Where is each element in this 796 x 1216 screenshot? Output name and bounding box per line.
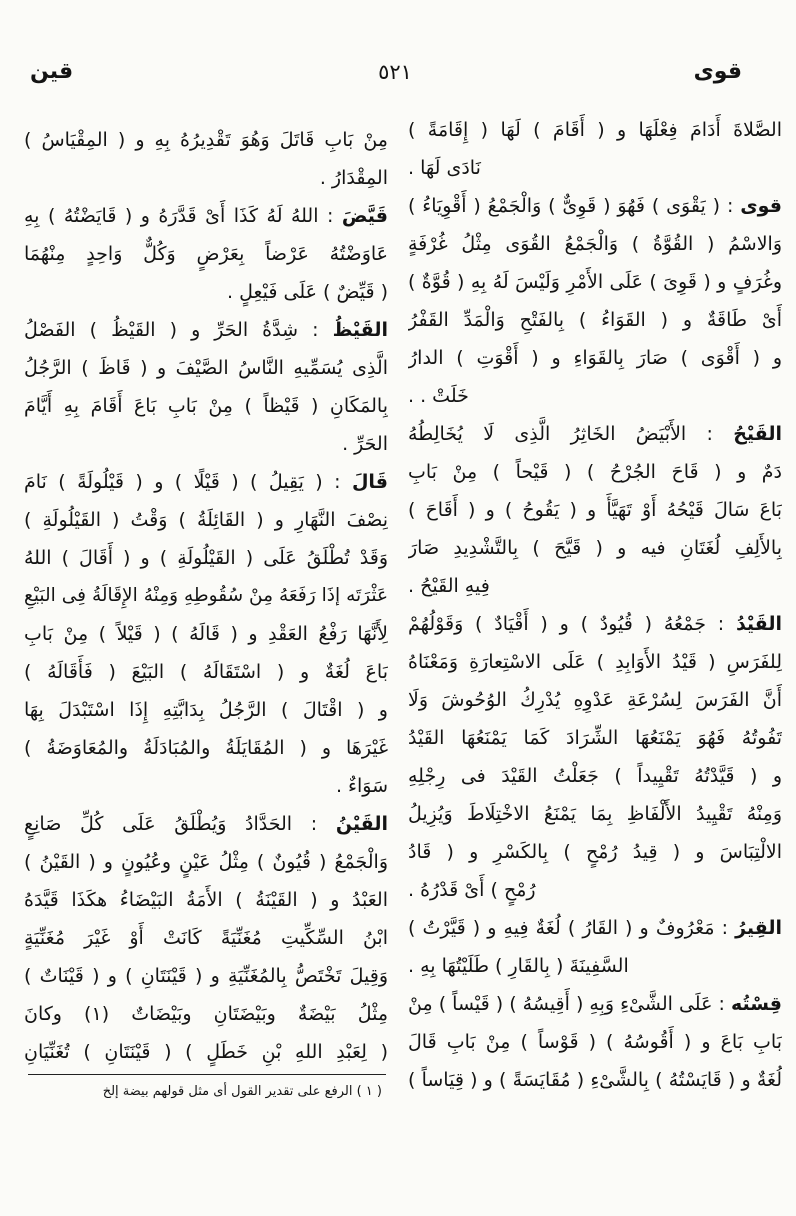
line-text: و ( أَقْوَى ) صَارَ بِالقَوَاءِ و ( أَقْوَتِ ) الدارُ <box>408 347 782 369</box>
line-text: الَّذِى يُسَمِّيهِ النَّاسُ الصَّيْفَ و ( قَاظَ ) الرَّجُلُ <box>24 357 388 379</box>
headword: القَيْظُ <box>332 319 388 341</box>
line-text: ابْنُ السِّكِّيتِ مُغَنِّيَةً كَانَتْ أَوْ غَيْرَ مُغَنِّيَةٍ <box>24 927 388 949</box>
line-text: نِصْفَ النَّهَارِ و ( القَائِلَةُ ) وَقْتُ ( القَيْلُولَةِ ) <box>24 509 388 531</box>
dictionary-line <box>24 387 388 425</box>
headword: قوى <box>740 195 782 217</box>
page-number: ٥٢١ <box>378 60 412 84</box>
line-text: غَيْرَهَا و ( المُقَايَلَةُ والمُبَادَلَةُ والمُعَاوَضَةُ ) <box>24 737 388 759</box>
line-text: رُمْحٍ ) أَىْ قَدْرُهُ . <box>408 879 536 901</box>
line-text: و ( قَيَّدْتُهُ تَقْيِيداً ) جَعَلْتُ القَيْدَ فى رِجْلِهِ <box>408 765 782 787</box>
line-text: نَادَى لَهَا . <box>408 157 481 179</box>
dictionary-line <box>24 995 388 1033</box>
line-text: مِنْ بَابِ قَاتَلَ وَهُوَ تَقْدِيرُهُ بِهِ و ( المِقْيَاسُ ) <box>24 129 388 151</box>
dictionary-line <box>24 539 388 577</box>
dictionary-line <box>24 615 388 653</box>
dictionary-line <box>408 719 782 757</box>
line-text: وَقَدْ تُطْلَقُ عَلَى ( القَيْلُولَةِ ) و ( أَقَالَ ) اللهُ <box>24 547 388 569</box>
line-text: : شِدَّةُ الحَرِّ و ( القَيْظُ ) الفَصْلُ <box>24 319 333 341</box>
dictionary-line <box>24 159 388 197</box>
line-text: سَوَاءٌ . <box>335 775 388 797</box>
headword: قَيَّضَ <box>341 205 388 227</box>
line-text: بَاعَ لُغَةٌ و ( اسْتَقَالَهُ ) البَيْعَ ( فَأَقَالَهُ ) <box>24 661 388 683</box>
dictionary-line <box>24 463 388 501</box>
line-text: مِثْلُ بَيْضَةٌ وبَيْضَتَانِ وبَيْضَاتٌ (١) وكانَ <box>24 1003 388 1025</box>
dictionary-line <box>24 425 388 463</box>
dictionary-line <box>24 729 388 767</box>
line-text: لِأَنَّهَا رَفْعُ العَقْدِ و ( قَالَهُ ) ( قَيْلاً ) مِنْ بَابِ <box>24 623 388 645</box>
line-text: و ( اقْتَالَ ) الرَّجُلُ بِدَابَّتِهِ إِذَا اسْتَبْدَلَ بِهَا <box>24 699 388 721</box>
dictionary-line <box>24 767 388 805</box>
line-text: المِقْدَارُ . <box>319 167 388 189</box>
line-text: ( لِعَبْدِ اللهِ بْنِ خَطَلٍ ) ( قَيْنَتَانِ ) تُغَنِّيَانِ <box>24 1041 388 1063</box>
right-column <box>408 111 782 1099</box>
dictionary-line <box>408 377 782 415</box>
line-text: أَىْ طَاقَةٌ و ( القَوَاءُ ) بِالفَتْحِ وَالْمَدِّ القَفْرُ <box>408 309 782 331</box>
line-text: الحَرِّ . <box>342 433 388 455</box>
line-text: الصَّلاةَ أَدَامَ فِعْلَهَا و ( أَقَامَ ) لَهَا ( إِقَامَةً ) <box>408 119 782 141</box>
dictionary-line <box>408 149 782 187</box>
line-text: عَاوَضْتُهُ عَرْضاً بِعَرْضٍ وَكُلٌّ وَاحِدٍ مِنْهُمَا <box>24 243 388 265</box>
dictionary-line <box>24 311 388 349</box>
dictionary-line <box>408 795 782 833</box>
line-text: ( قَيِّضٌ ) عَلَى فَيْعِلٍ . <box>227 281 388 303</box>
dictionary-line <box>24 235 388 273</box>
line-text: : مَعْرُوفٌ و ( القَارُ ) لُغَةٌ فِيهِ و ( قَيَّرْتُ ) <box>408 917 736 939</box>
dictionary-line <box>24 349 388 387</box>
dictionary-line <box>408 567 782 605</box>
running-head-right: قوى <box>693 59 742 84</box>
left-column <box>24 121 388 1071</box>
dictionary-line <box>408 605 782 643</box>
dictionary-line <box>24 653 388 691</box>
dictionary-line <box>408 681 782 719</box>
line-text: الالْتِبَاسَ و ( قِيدُ رُمْحٍ ) بِالكَسْرِ و ( قَادُ <box>408 841 782 863</box>
dictionary-line <box>408 643 782 681</box>
line-text: خَلَتْ . . <box>408 385 469 407</box>
line-text: بِالأَلِفِ لُغَتَانِ فيه و ( قَيَّحَ ) بِالتَّشْدِيدِ صَارَ <box>408 537 782 559</box>
dictionary-line <box>24 577 388 615</box>
dictionary-line <box>408 529 782 567</box>
dictionary-line <box>24 121 388 159</box>
dictionary-line <box>408 339 782 377</box>
line-text: دَمٌ و ( قَاحَ الجُرْحُ ) ( قَيْحاً ) مِنْ بَابِ <box>408 461 782 483</box>
dictionary-line <box>24 691 388 729</box>
dictionary-line <box>408 263 782 301</box>
dictionary-line <box>24 843 388 881</box>
dictionary-line <box>408 1023 782 1061</box>
dictionary-line <box>408 111 782 149</box>
line-text: : الأَبْيَضُ الخَاثِرُ الَّذِى لَا يُخَالِطُهُ <box>408 423 734 445</box>
headword: قَالَ <box>351 471 388 493</box>
dictionary-line <box>408 301 782 339</box>
line-text: لِلفَرَسِ ( قَيْدُ الأَوَابِدِ ) عَلَى الاسْتِعارَةِ وَمَعْنَاهُ <box>408 651 782 673</box>
dictionary-line <box>408 415 782 453</box>
dictionary-line <box>408 833 782 871</box>
line-text: : الحَدَّادُ وَيُطْلَقُ عَلَى كُلِّ صَانِعٍ <box>24 813 336 835</box>
line-text: وغُرَفٍ و ( قَوِىَ ) عَلَى الأَمْرِ وَلَيْسَ لَهُ بِهِ ( قُوَّةٌ ) <box>408 271 782 293</box>
dictionary-line <box>408 453 782 491</box>
line-text: : اللهُ لَهُ كَذَا أَىْ قَدَّرَهُ و ( قَايَضْتُهُ ) بِهِ <box>24 205 342 227</box>
line-text: فِيهِ القَيْحُ . <box>408 575 490 597</box>
line-text: بَاعَ سَالَ قَيْحُهُ أَوْ تَهَيَّأَ و ( يَقُوحُ ) و ( أَقَاحَ ) <box>408 499 782 521</box>
dictionary-line <box>408 225 782 263</box>
dictionary-line <box>24 197 388 235</box>
running-head-left: قين <box>30 59 74 84</box>
footnote: ( ١ ) الرفع على تقدير القول أى مثل قولهم بيضة إلخ <box>102 1084 382 1099</box>
line-text: : ( يَقِيلُ ) ( قَيْلًا ) و ( قَيْلُولَةً ) نَامَ <box>24 471 352 493</box>
dictionary-line <box>24 919 388 957</box>
headword: القَيْنُ <box>335 813 388 835</box>
dictionary-line <box>24 881 388 919</box>
headword: قِسْتُه <box>730 993 782 1015</box>
dictionary-line <box>408 909 782 947</box>
line-text: عَثْرَتَه إذَا رَفَعَهُ مِنْ سُقُوطِهِ وَمِنْهُ الإِقَالَةُ فِى البَيْعِ <box>24 585 388 606</box>
dictionary-line <box>408 1061 782 1099</box>
dictionary-line <box>408 757 782 795</box>
line-text: تَفُوتُهُ فَهُوَ يَمْنَعُهَا الشِّرَادَ كَمَا يَمْنَعُهَا القَيْدُ <box>408 727 782 749</box>
dictionary-line <box>408 491 782 529</box>
dictionary-line <box>24 805 388 843</box>
headword: القَيْحُ <box>733 423 782 445</box>
line-text: لُغَةٌ و ( قَايَسْتُهُ ) بِالشَّىْءِ ( مُقَايَسَةً ) و ( قِيَاساً ) <box>408 1069 782 1091</box>
line-text: : جَمْعُهُ ( قُيُودٌ ) و ( أَقْيَادٌ ) وَقَوْلُهُمْ <box>408 613 736 635</box>
line-text: : عَلَى الشَّىْءِ وَبِهِ ( أَقِيسُهُ ) ( قَيْساً ) مِنْ <box>408 993 731 1015</box>
dictionary-line <box>408 947 782 985</box>
dictionary-line <box>408 985 782 1023</box>
dictionary-line <box>24 501 388 539</box>
footnote-rule <box>28 1074 386 1075</box>
line-text: : ( يَقْوَى ) فَهُوَ ( قَوِىٌّ ) وَالْجَمْعُ ( أَقْوِيَاءُ ) <box>408 195 741 217</box>
line-text: وَقِيلَ تَخْتَصُّ بِالمُغَنِّيَةِ و ( قَيْنَتَانِ ) و ( قَيْنَاتٌ ) <box>24 965 388 987</box>
dictionary-line <box>408 187 782 225</box>
dictionary-line <box>24 1033 388 1071</box>
line-text: العَبْدُ و ( القَيْنَةُ ) الأَمَةُ البَيْضَاءُ هكَذَا قَيَّدَهُ <box>24 889 388 911</box>
line-text: السَّفِينَةَ ( بِالقَارِ ) طَلَيْتُهَا بِهِ . <box>408 955 629 977</box>
headword: القَيْدُ <box>735 613 782 635</box>
line-text: وَمِنْهُ تَقْيِيدُ الأَلْفَاظِ بِمَا يَمْنَعُ الاخْتِلَاطَ وَيُزِيلُ <box>408 803 782 825</box>
line-text: أَنَّ الفَرَسَ لِسُرْعَةِ عَدْوِهِ يُدْرِكُ الوُحُوشَ وَلَا <box>408 689 782 711</box>
line-text: بِالمَكَانِ ( قَيْظاً ) مِنْ بَابِ بَاعَ أَقَامَ بِهِ أَيَّامَ <box>24 395 388 417</box>
line-text: وَالاسْمُ ( القُوَّةُ ) وَالْجَمْعُ القُوَى مِثْلُ غُرْفَةٍ <box>408 233 782 255</box>
line-text: وَالْجَمْعُ ( قُيُونٌ ) مِثْلُ عَيْنٍ وعُيُونٍ و ( القَيْنُ ) <box>24 851 388 873</box>
dictionary-line <box>408 871 782 909</box>
dictionary-line <box>24 273 388 311</box>
headword: القِيرُ <box>735 917 782 939</box>
dictionary-line <box>24 957 388 995</box>
line-text: بَابِ بَاعَ و ( أَقُوسُهُ ) ( قَوْساً ) مِنْ بَابِ قَالَ <box>408 1031 782 1053</box>
